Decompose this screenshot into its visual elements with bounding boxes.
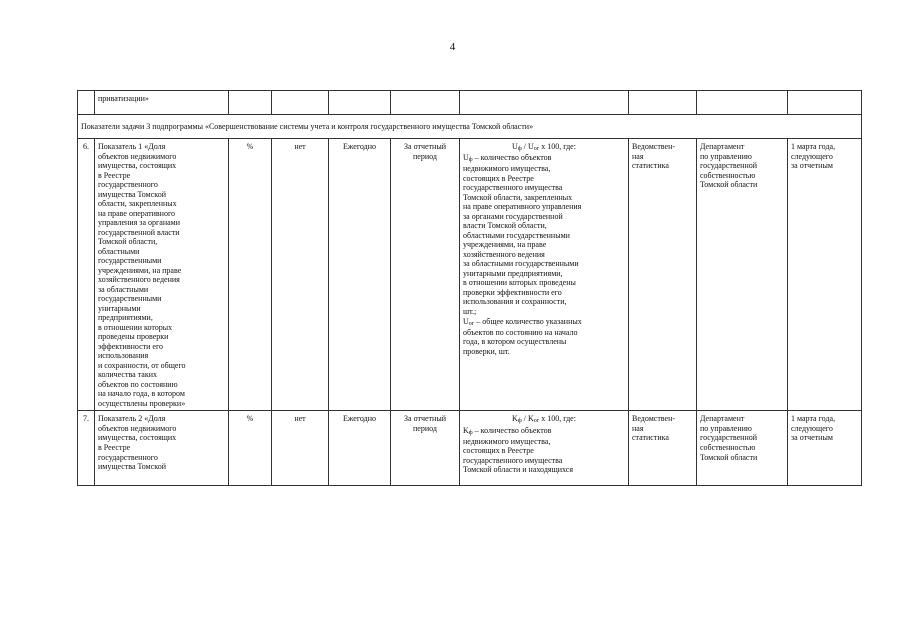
- continued-row: [78, 91, 862, 115]
- indicator-name: Показатель 2 «Доля объектов недвижимого имущества, состоящих в Реестре государственного имущества Томской: [95, 411, 229, 486]
- data-source: Ведомствен- ная статистика: [629, 411, 697, 486]
- formula: [460, 411, 629, 486]
- row-number: 6.: [78, 139, 95, 411]
- section-row: [78, 115, 862, 139]
- unit: %: [229, 411, 272, 486]
- frequency: Ежегодно: [329, 411, 391, 486]
- page-number: 4: [449, 41, 456, 53]
- formula: [460, 139, 629, 411]
- period: За отчетный период: [391, 411, 460, 486]
- unit: %: [229, 139, 272, 411]
- increase-flag: нет: [272, 411, 329, 486]
- period: За отчетный период: [391, 139, 460, 411]
- row-number: 7.: [78, 411, 95, 486]
- continued-text: приватизации»: [95, 91, 229, 115]
- formula-desc-total: Uог – общее количество указанных объектов по состоянию на начало года, в котором осуществлены проверки, шт.: [463, 316, 582, 356]
- formula-expression: Uф / Uог x 100, где:: [512, 142, 576, 152]
- formula-desc-fact: Kф – количество объектов недвижимого имущества, состоящих в Реестре государственного имущества Томской области и находящихся: [463, 425, 574, 475]
- responsible-body: Департамент по управлению государственной собственностью Томской области: [697, 411, 788, 486]
- increase-flag: нет: [272, 139, 329, 411]
- section-title: Показатели задачи 3 подпрограммы «Совершенствование системы учета и контроля государственного имущества Томской области»: [78, 115, 862, 139]
- responsible-body: Департамент по управлению государственной собственностью Томской области: [697, 139, 788, 411]
- table-row: [78, 411, 862, 486]
- formula-expression: Kф / Kог x 100, где:: [512, 414, 576, 425]
- frequency: Ежегодно: [329, 139, 391, 411]
- indicators-table: [77, 90, 862, 486]
- indicator-name: Показатель 1 «Доля объектов недвижимого имущества, состоящих в Реестре государственного имущества Томской области, закрепленных на праве оперативного управления за органами государственной власти Томской области, областными государственными учреждениями, на праве хозяйственного ведения за областными государственными унитарными предприятиями, в отношении которых проведены проверки эффективности его использования и сохранности, от общего количества таких объектов по состоянию на начало года, в котором осуществлены проверки»: [95, 139, 229, 411]
- formula-desc-fact: Uф – количество объектов недвижимого имущества, состоящих в Реестре государственного имущества Томской области, закрепленных на праве оперативного управления за органами государственной власти Томской области, областными государственными учреждениями, на праве хозяйственного ведения за областными государственными унитарными предприятиями, в отношении которых проведены проверки эффективности его использования и сохранности, шт.;: [463, 153, 582, 316]
- deadline: 1 марта года, следующего за отчетным: [788, 411, 862, 486]
- deadline: 1 марта года, следующего за отчетным: [788, 139, 862, 411]
- data-source: Ведомствен- ная статистика: [629, 139, 697, 411]
- table-row: [78, 139, 862, 411]
